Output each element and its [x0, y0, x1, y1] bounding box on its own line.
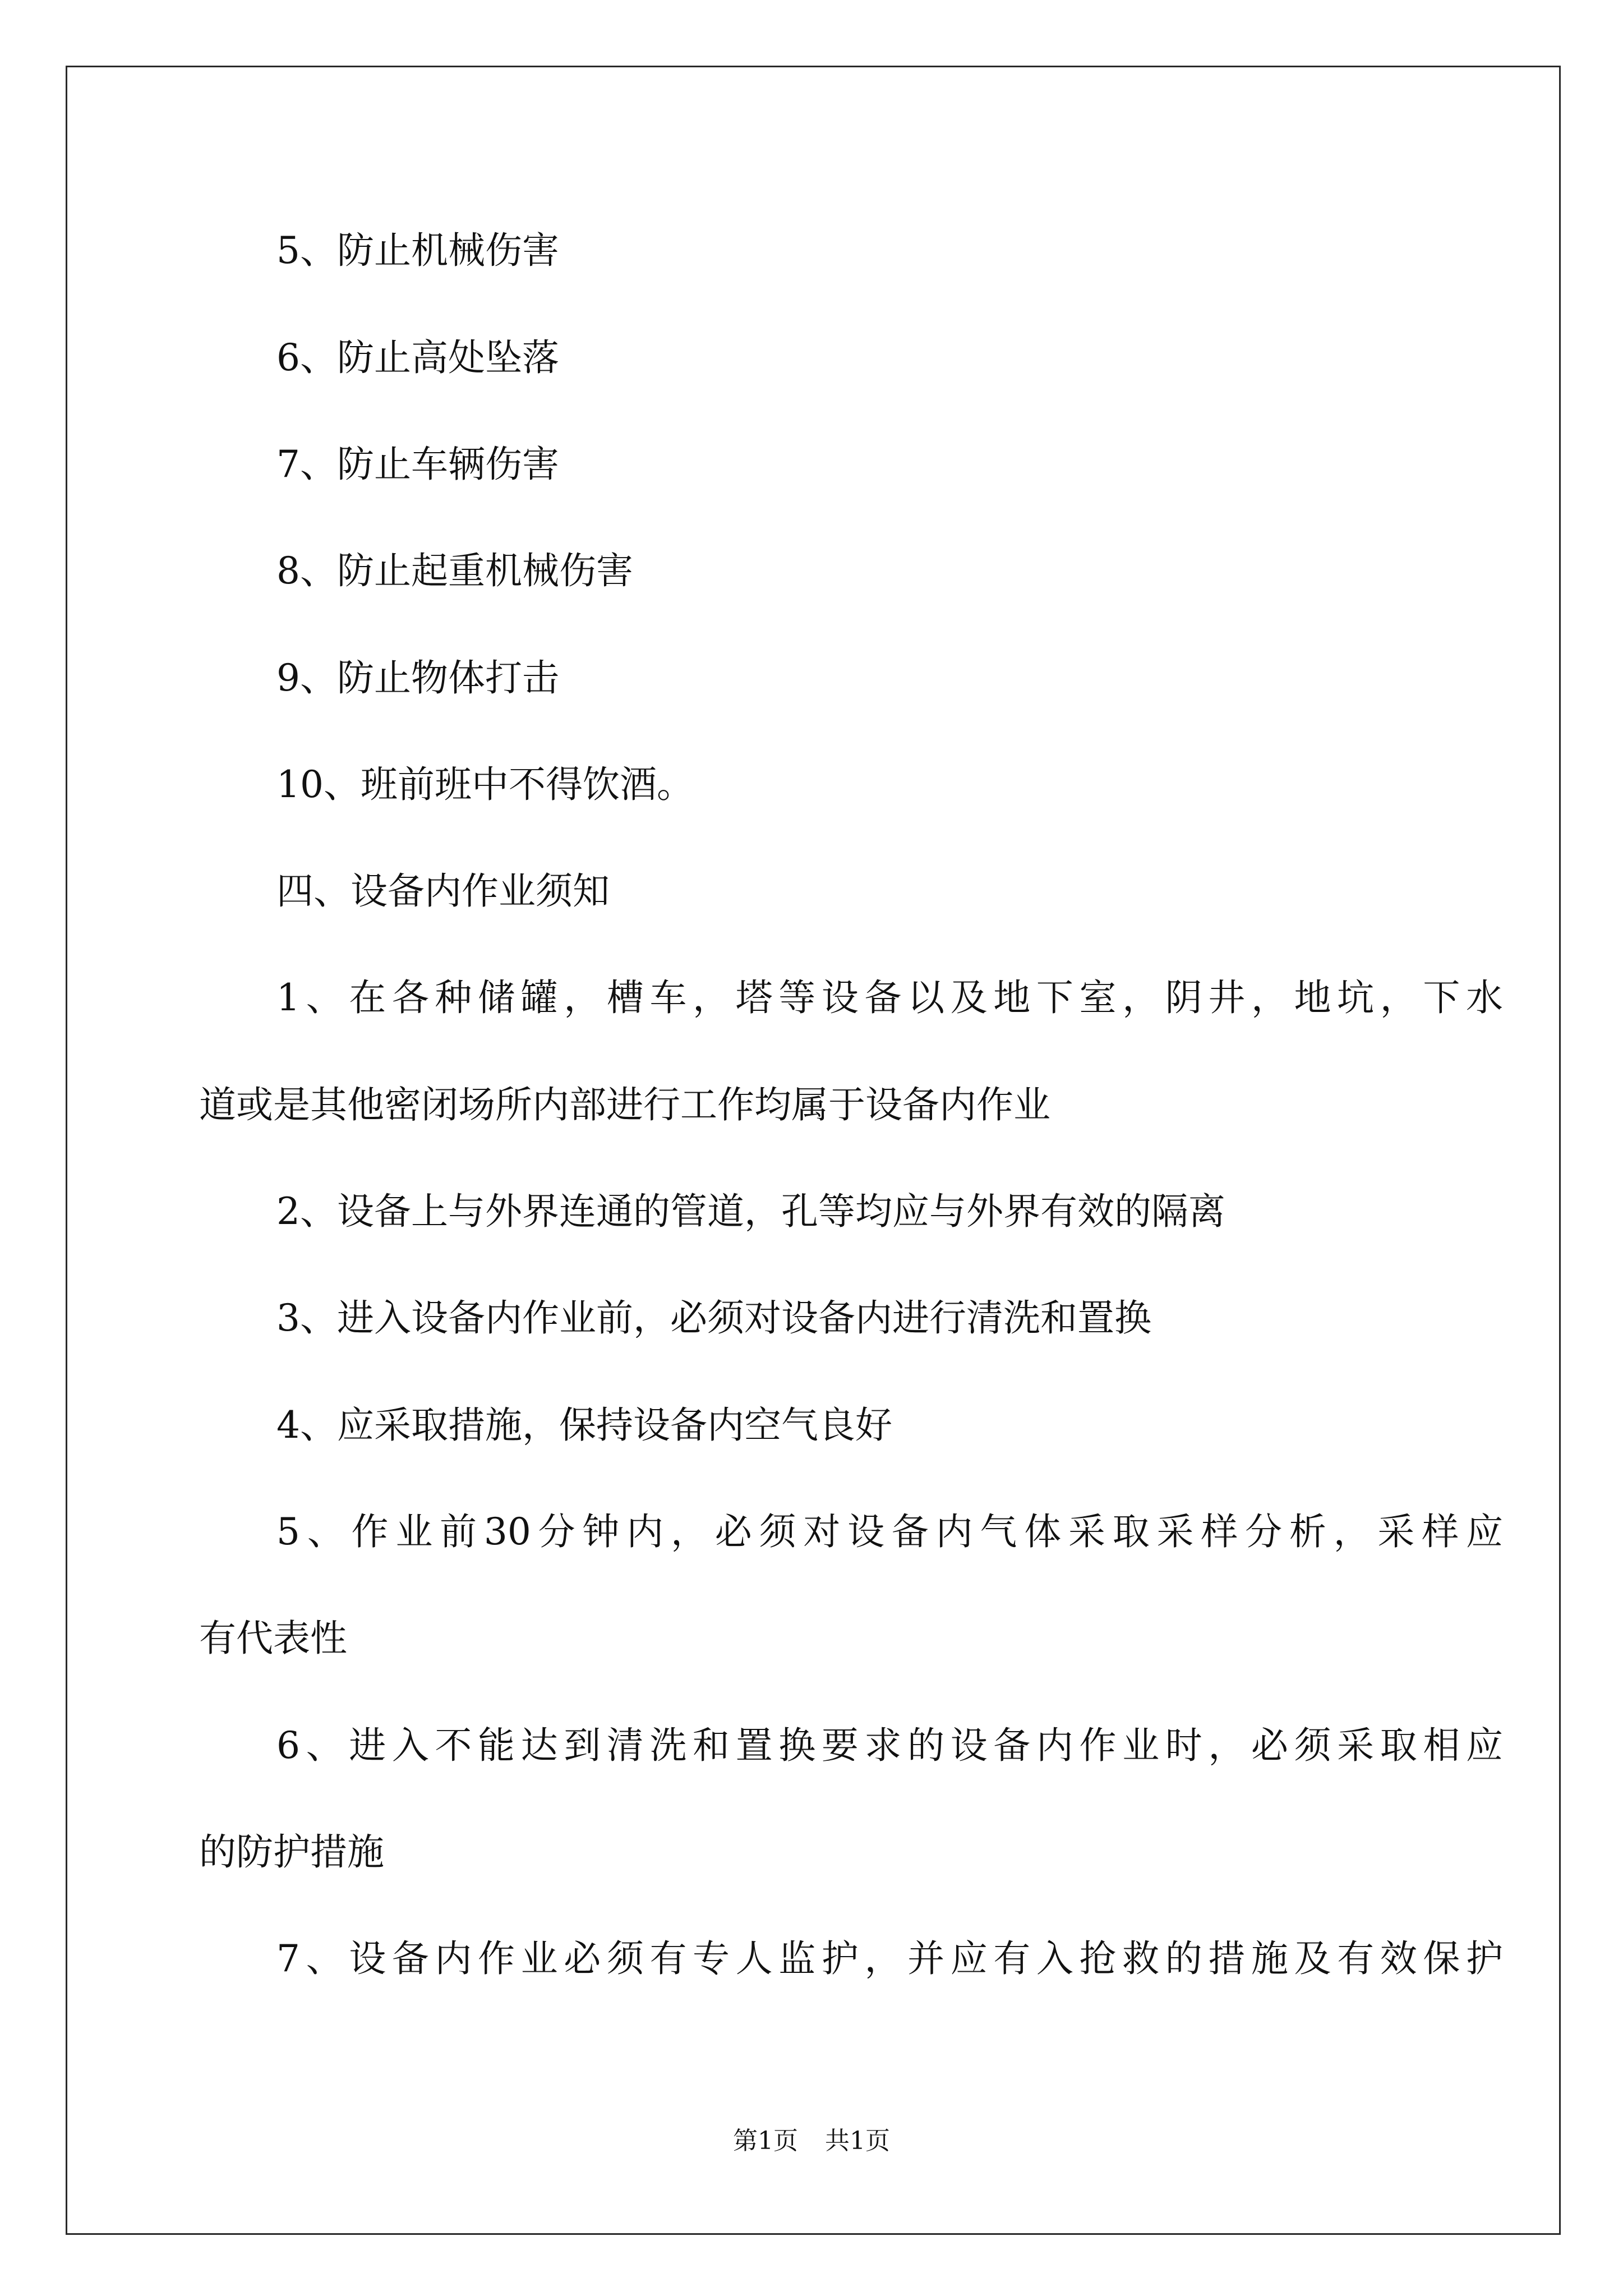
paragraph-line: 的防护措施	[199, 1830, 384, 1874]
paragraph-line: 5、作业前30分钟内，必须对设备内气体采取采样分析，采样应	[276, 1510, 1503, 1553]
paragraph-line: 1、在各种储罐，槽车，塔等设备以及地下室，阴井，地坑，下水	[276, 976, 1503, 1019]
paragraph-line: 4、应采取措施，保持设备内空气良好	[276, 1404, 892, 1447]
page-number: 第1页	[733, 2127, 798, 2155]
list-item: 6、防止高处坠落	[276, 336, 559, 379]
paragraph-line: 3、进入设备内作业前，必须对设备内进行清洗和置换	[276, 1296, 1151, 1340]
page-total: 共1页	[825, 2127, 890, 2155]
page-footer	[0, 2124, 1623, 2158]
list-item: 5、防止机械伤害	[276, 229, 559, 272]
page-border	[66, 66, 1561, 2235]
paragraph-line: 道或是其他密闭场所内部进行工作均属于设备内作业	[199, 1083, 1050, 1126]
list-item: 9、防止物体打击	[276, 656, 559, 700]
list-item: 10、班前班中不得饮酒。	[276, 763, 694, 806]
list-item: 8、防止起重机械伤害	[276, 549, 633, 592]
paragraph-line: 6、进入不能达到清洗和置换要求的设备内作业时，必须采取相应	[276, 1724, 1503, 1767]
paragraph-line: 2、设备上与外界连通的管道，孔等均应与外界有效的隔离	[276, 1190, 1225, 1233]
paragraph-line: 有代表性	[199, 1617, 347, 1660]
paragraph-line: 7、设备内作业必须有专人监护，并应有入抢救的措施及有效保护	[276, 1937, 1503, 1980]
list-item: 7、防止车辆伤害	[276, 443, 559, 486]
section-heading: 四、设备内作业须知	[276, 869, 610, 913]
